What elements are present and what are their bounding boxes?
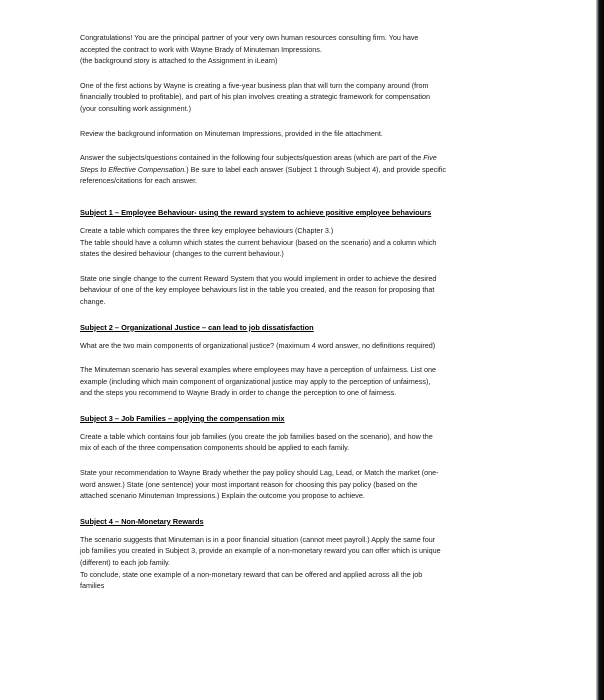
answer-emphasis: Steps to Effective Compensation. bbox=[80, 164, 187, 174]
subject-1-line: change. bbox=[80, 296, 106, 306]
subject-1-line: states the desired behaviour (changes to the current behaviour.) bbox=[80, 249, 284, 259]
first-actions-line: financially troubled to profitable), and part of his plan involves creating a strategic framework for compensation bbox=[80, 92, 430, 102]
subject-2-heading: Subject 2 – Organizational Justice – can lead to job dissatisfaction bbox=[80, 322, 314, 332]
page-edge-shadow bbox=[596, 0, 604, 700]
subject-3-paragraph-1 bbox=[80, 431, 536, 454]
subject-4-line: job families you created in Subject 3, provide an example of a non-monetary reward you can offer which is unique bbox=[80, 546, 441, 556]
subject-2-line: and the steps you recommend to Wayne Brady in order to change the perception to one of fairness. bbox=[80, 388, 397, 398]
answer-line: references/citations for each answer. bbox=[80, 176, 198, 186]
first-actions-line: (your consulting work assignment.) bbox=[80, 103, 192, 113]
subject-2-line: What are the two main components of organizational justice? (maximum 4 word answer, no definitions required) bbox=[80, 340, 436, 350]
subject-4-line: (different) to each job family. bbox=[80, 558, 171, 568]
subject-4-heading: Subject 4 – Non-Monetary Rewards bbox=[80, 516, 204, 526]
intro-line: Congratulations! You are the principal partner of your very own human resources consulting firm. You have bbox=[80, 33, 419, 42]
subject-3-line: Create a table which contains four job families (you create the job families based on the scenario), and how the bbox=[80, 431, 433, 441]
subject-4-line: The scenario suggests that Minuteman is in a poor financial situation (cannot meet payroll.) Apply the same four bbox=[80, 534, 436, 544]
review-line: Review the background information on Minuteman Impressions, provided in the file attachment. bbox=[80, 128, 383, 138]
subject-4-paragraph-1 bbox=[80, 534, 536, 592]
subject-4-line: families bbox=[80, 581, 105, 591]
subject-2-paragraph-2 bbox=[80, 364, 536, 399]
subject-1-heading: Subject 1 – Employee Behaviour- using the reward system to achieve positive employee behaviours bbox=[80, 207, 432, 217]
subject-3-line: word answer.) State (one sentence) your most important reason for choosing this pay policy (based on the bbox=[80, 479, 418, 489]
subject-3-line: mix of each of the three compensation components should be applied to each family. bbox=[80, 443, 350, 453]
subject-1-line: Create a table which compares the three key employee behaviours (Chapter 3.) bbox=[80, 225, 334, 235]
subject-3-paragraph-2 bbox=[80, 467, 536, 502]
intro-line: (the background story is attached to the Assignment in iLearn) bbox=[80, 56, 278, 66]
first-actions-paragraph bbox=[80, 80, 536, 115]
first-actions-line: One of the first actions by Wayne is creating a five-year business plan that will turn the company around (from bbox=[80, 80, 429, 90]
subject-1-line: The table should have a column which states the current behaviour (based on the scenario) and a column which bbox=[80, 237, 437, 247]
subject-3-line: State your recommendation to Wayne Brady whether the pay policy should Lag, Lead, or Match the market (one- bbox=[80, 468, 439, 478]
subject-2-line: The Minuteman scenario has several examples where employees may have a perception of unfairness. List one bbox=[80, 365, 436, 375]
review-paragraph bbox=[80, 128, 536, 140]
answer-text: Answer the subjects/questions contained in the following four subjects/question areas (which are part of the bbox=[80, 153, 424, 163]
answer-line bbox=[80, 164, 536, 176]
subject-2-line: example (including which main component of organizational justice may apply to the perception of unfairness), bbox=[80, 376, 431, 386]
subject-3-line: attached scenario Minuteman Impressions.) Explain the outcome you propose to achieve. bbox=[80, 491, 365, 501]
subject-1-paragraph-2 bbox=[80, 273, 536, 308]
intro-paragraph bbox=[80, 32, 536, 67]
subject-1-paragraph-1 bbox=[80, 225, 536, 260]
answer-paragraph bbox=[80, 152, 536, 187]
subject-3-heading: Subject 3 – Job Families – applying the compensation mix bbox=[80, 413, 285, 423]
subject-2-paragraph-1 bbox=[80, 340, 536, 352]
intro-line: accepted the contract to work with Wayne Brady of Minuteman Impressions. bbox=[80, 44, 322, 54]
answer-line bbox=[80, 152, 536, 164]
subject-1-line: State one single change to the current Reward System that you would implement in order to achieve the desired bbox=[80, 273, 437, 283]
subject-1-line: behaviour of one of the key employee behaviours list in the table you created, and the reason for proposing that bbox=[80, 285, 435, 295]
answer-text: ) Be sure to label each answer (Subject 1 through Subject 4), and provide specific bbox=[186, 164, 446, 174]
subject-4-line: To conclude, state one example of a non-monetary reward that can be offered and applied across all the job bbox=[80, 569, 423, 579]
answer-emphasis: Five bbox=[423, 153, 437, 163]
